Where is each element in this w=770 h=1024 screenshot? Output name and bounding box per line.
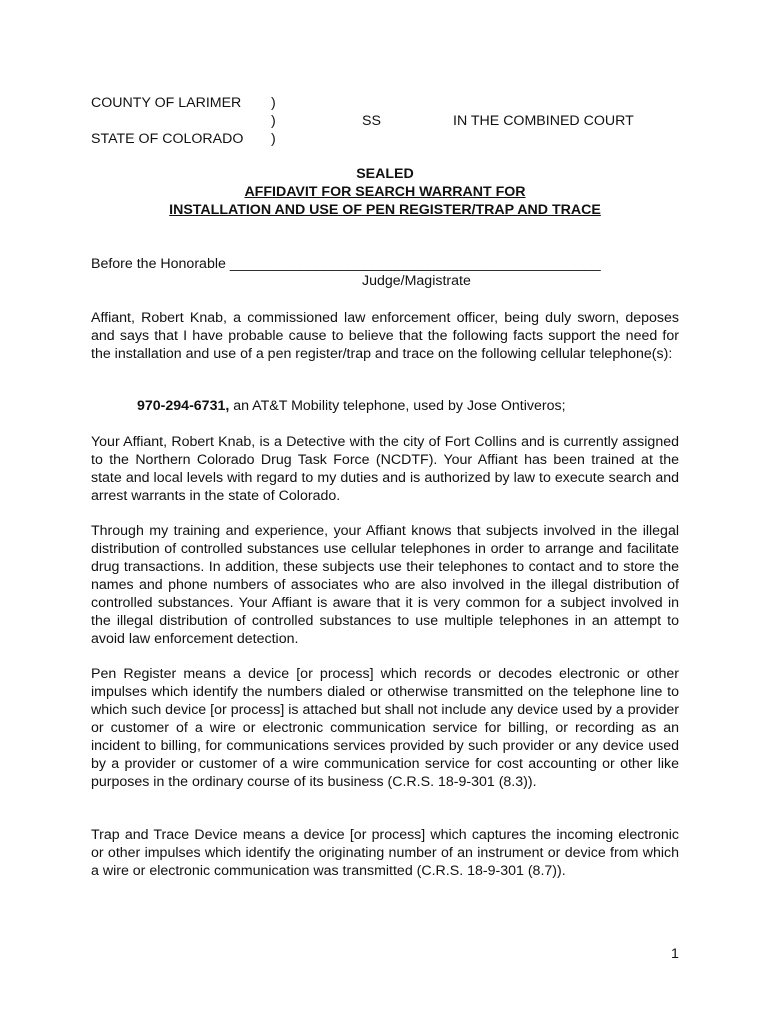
- phone-description: an AT&T Mobility telephone, used by Jose Ontiveros;: [229, 398, 566, 414]
- paragraph-affiant-background: Your Affiant, Robert Knab, is a Detective with the city of Fort Collins and is currently assigned to the Northern Colorado Drug Task Force (NCDTF). Your Affiant has been trained at the state and local levels with regard to my duties and is authorized by law to execute search and arrest warrants in the state of Colorado.: [91, 434, 679, 504]
- state-label: STATE OF COLORADO: [91, 131, 244, 147]
- court-label: IN THE COMBINED COURT: [453, 113, 634, 129]
- phone-number: 970-294-6731,: [137, 398, 230, 414]
- paragraph-pen-register-definition: Pen Register means a device [or process] which records or decodes electronic or other impulses which identify the numbers dialed or otherwise transmitted on the telephone line to which such device [or process] is attached but shall not include any device used by a provider or customer of a wire or electronic communication service for billing, or recording as an incident to billing, for communications services provided by such provider or any device used by a provider or customer of a wire communication service for cost accounting or other like purposes in the ordinary course of its business (C.R.S. 18-9-301 (8.3)).: [91, 666, 679, 790]
- paragraph-probable-cause: Affiant, Robert Knab, a commissioned law enforcement officer, being duly sworn, deposes and says that I have probable cause to believe that the following facts support the need for the installation and use of a pen register/trap and trace on the following cellular telephone(s):: [91, 310, 679, 362]
- caption-paren-2: ): [271, 113, 276, 129]
- paragraph-trap-trace-definition: Trap and Trace Device means a device [or process] which captures the incoming electronic or other impulses which identify the originating number of an instrument or device from which a wire or electronic communication was transmitted (C.R.S. 18-9-301 (8.7)).: [91, 827, 679, 879]
- target-phone-line: [137, 397, 566, 415]
- page-number: 1: [671, 946, 679, 962]
- honorable-prefix: Before the Honorable: [91, 256, 226, 272]
- county-label: COUNTY OF LARIMER: [91, 95, 242, 111]
- honorable-blank: _______________________________________________: [229, 256, 601, 272]
- ss-label: SS: [362, 113, 381, 129]
- paragraph-training-experience: Through my training and experience, your Affiant knows that subjects involved in the illegal distribution of controlled substances use cellular telephones in order to arrange and facilitate drug transactions. In addition, these subjects use their telephones to contact and to store the names and phone numbers of associates who are also involved in the illegal distribution of controlled substances. Your Affiant is aware that it is very common for a subject involved in the illegal distribution of controlled substances to use multiple telephones in an attempt to avoid law enforcement detection.: [91, 523, 679, 647]
- honorable-line: [91, 255, 601, 273]
- title-affidavit: AFFIDAVIT FOR SEARCH WARRANT FOR: [244, 184, 526, 200]
- title-sealed: SEALED: [356, 166, 414, 182]
- judge-magistrate-label: Judge/Magistrate: [362, 273, 471, 289]
- caption-paren-1: ): [271, 95, 276, 111]
- title-installation: INSTALLATION AND USE OF PEN REGISTER/TRAP AND TRACE: [169, 202, 601, 218]
- caption-paren-3: ): [271, 131, 276, 147]
